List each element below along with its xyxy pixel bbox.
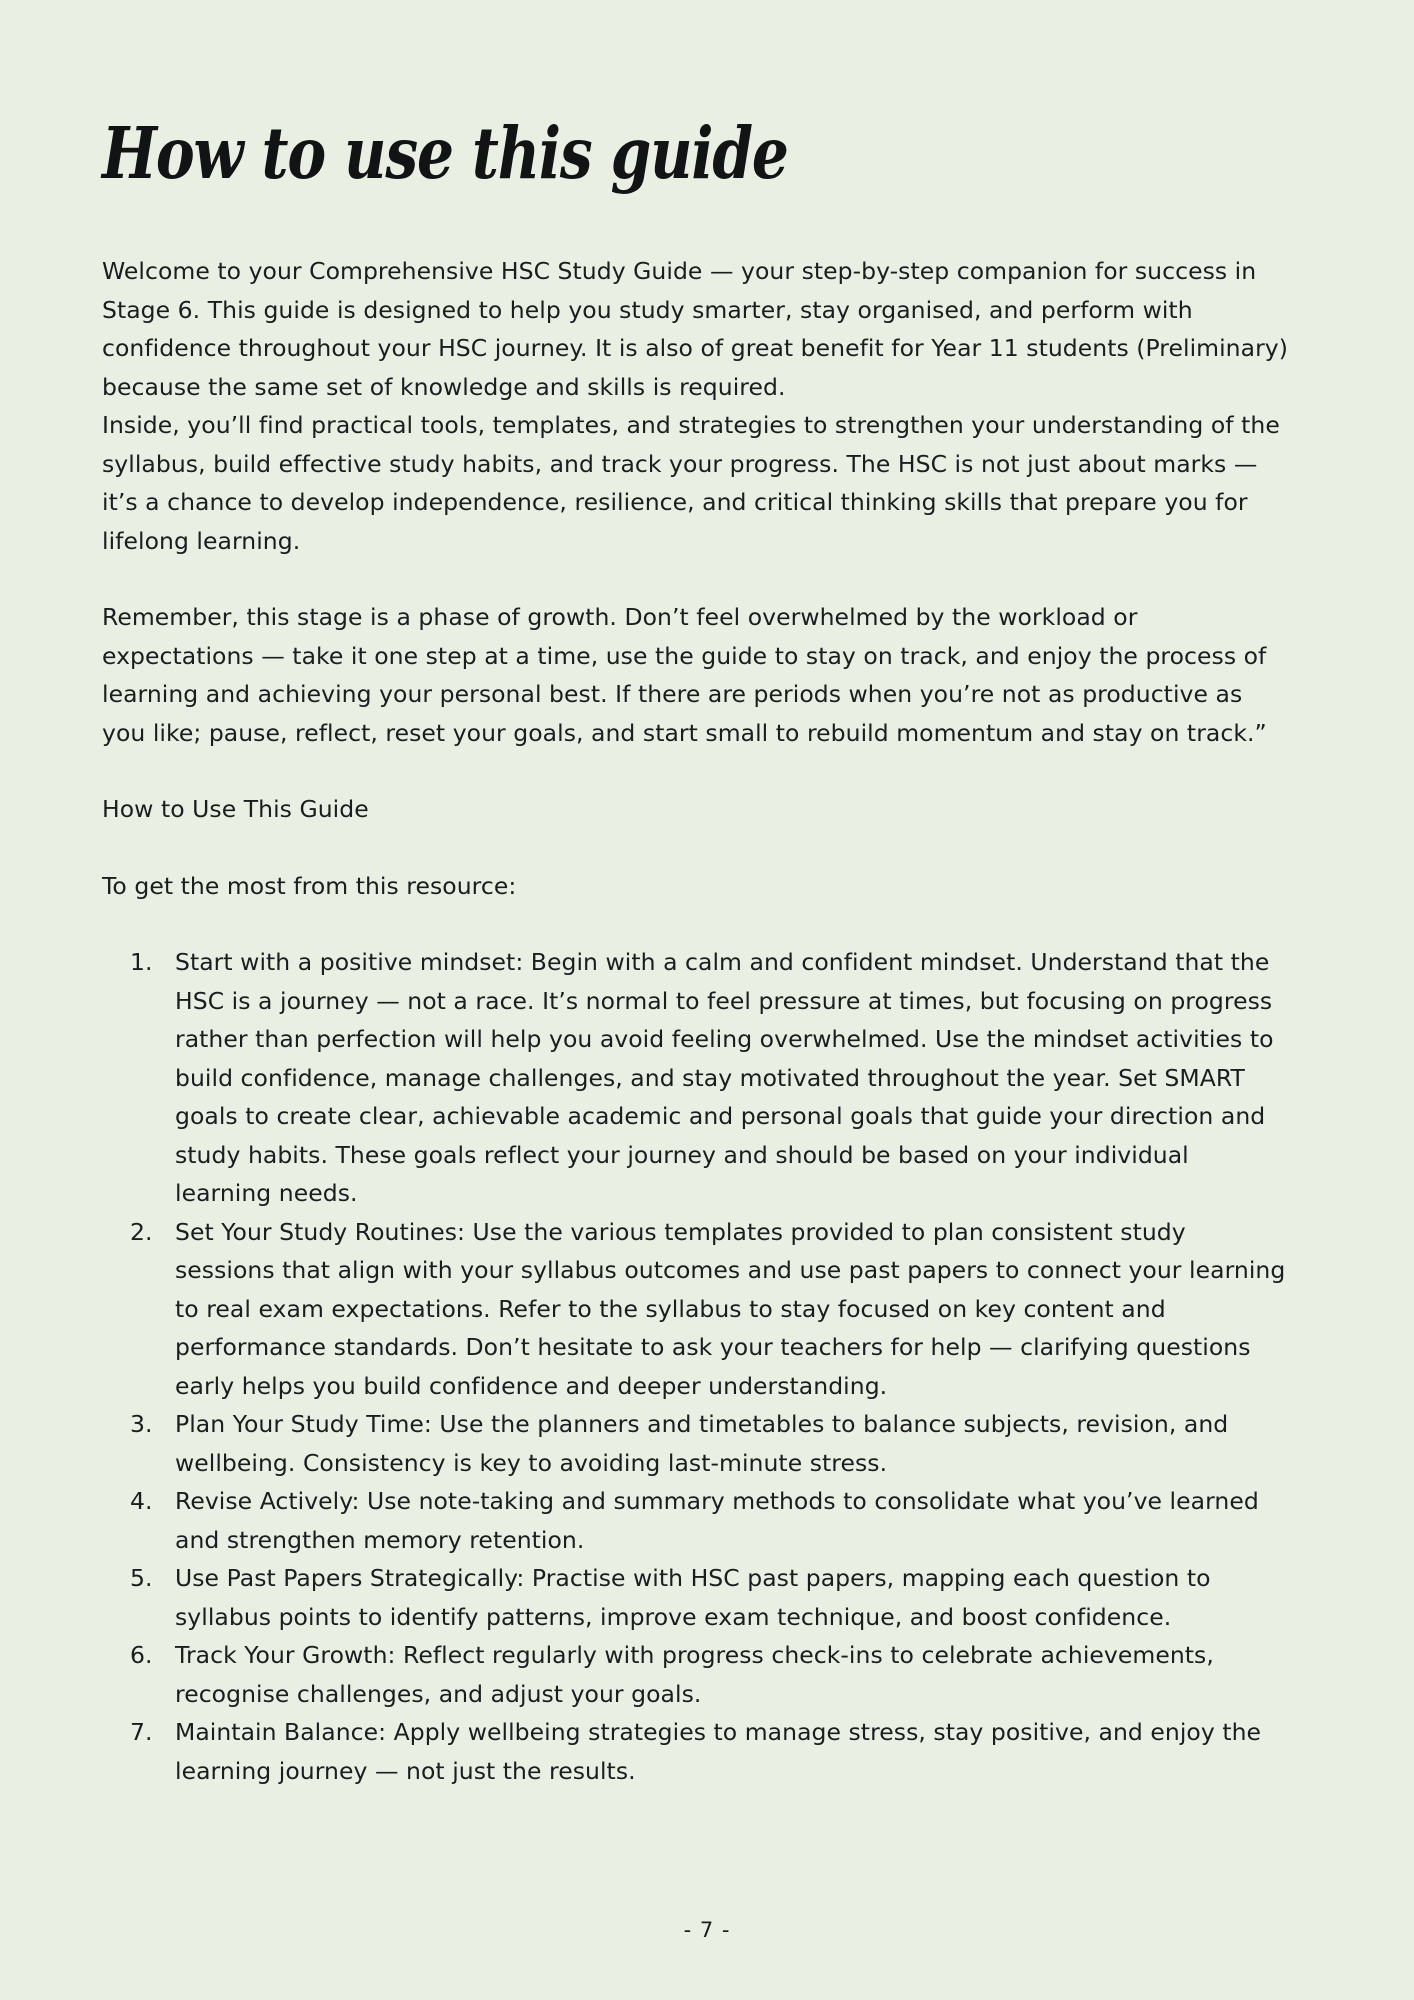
list-item: Use Past Papers Strategically: Practise with HSC past papers, mapping each question to syllabus points to identify patterns, improve exam technique, and boost confidence. [175, 1564, 1211, 1631]
list-item: Plan Your Study Time: Use the planners and timetables to balance subjects, revision, and wellbeing. Consistency is key to avoiding last-minute stress. [175, 1410, 1229, 1477]
page-title: How to use this guide [102, 111, 788, 195]
list-item: Set Your Study Routines: Use the various templates provided to plan consistent study sessions that align with your syllabus outcomes and use past papers to connect your learning to real exam expectations. Refer to the syllabus to stay focused on key content and performance standards. Don’t hesitate to ask your teachers for help — clarifying questions early helps you build confidence and deeper understanding. [175, 1217, 1286, 1400]
intro-section [102, 252, 1292, 905]
list-item: Maintain Balance: Apply wellbeing strategies to manage stress, stay positive, and enjoy the learning journey — not just the results. [175, 1718, 1262, 1785]
intro-paragraph-2: Inside, you’ll find practical tools, templates, and strategies to strengthen your understanding of the syllabus, build effective study habits, and track your progress. The HSC is not just about marks — it’s a chance to develop independence, resilience, and critical thinking skills that prepare you for lifelong learning. [102, 411, 1280, 555]
paragraph-spacer [102, 560, 1292, 598]
list-item: Revise Actively: Use note-taking and summary methods to consolidate what you’ve learned and strengthen memory retention. [175, 1487, 1259, 1554]
steps-list [102, 943, 1292, 1790]
page-content [102, 0, 1292, 1790]
page-number: - 7 - [683, 1918, 731, 1942]
intro-paragraph-1: Welcome to your Comprehensive HSC Study Guide — your step-by-step companion for success in Stage 6. This guide is designed to help you study smarter, stay organised, and perform with confidence throughout your HSC journey. It is also of great benefit for Year 11 students (Preliminary) because the same set of knowledge and skills is required. [102, 257, 1288, 401]
section-spacer [102, 752, 1292, 790]
heading-spacer [102, 829, 1292, 867]
list-item: Track Your Growth: Reflect regularly with progress check-ins to celebrate achievements, recognise challenges, and adjust your goals. [175, 1641, 1214, 1708]
intro-paragraph-3: Remember, this stage is a phase of growth. Don’t feel overwhelmed by the workload or expectations — take it one step at a time, use the guide to stay on track, and enjoy the process of learning and achieving your personal best. If there are periods when you’re not as productive as you like; pause, reflect, reset your goals, and start small to rebuild momentum and stay on track.” [102, 603, 1267, 747]
section-heading: How to Use This Guide [102, 795, 369, 823]
section-lead-in: To get the most from this resource: [102, 871, 517, 900]
list-item: Start with a positive mindset: Begin with a calm and confident mindset. Understand that the HSC is a journey — not a race. It’s normal to feel pressure at times, but focusing on progress rather than perfection will help you avoid feeling overwhelmed. Use the mindset activities to build confidence, manage challenges, and stay motivated throughout the year. Set SMART goals to create clear, achievable academic and personal goals that guide your direction and study habits. These goals reflect your journey and should be based on your individual learning needs. [175, 948, 1274, 1207]
